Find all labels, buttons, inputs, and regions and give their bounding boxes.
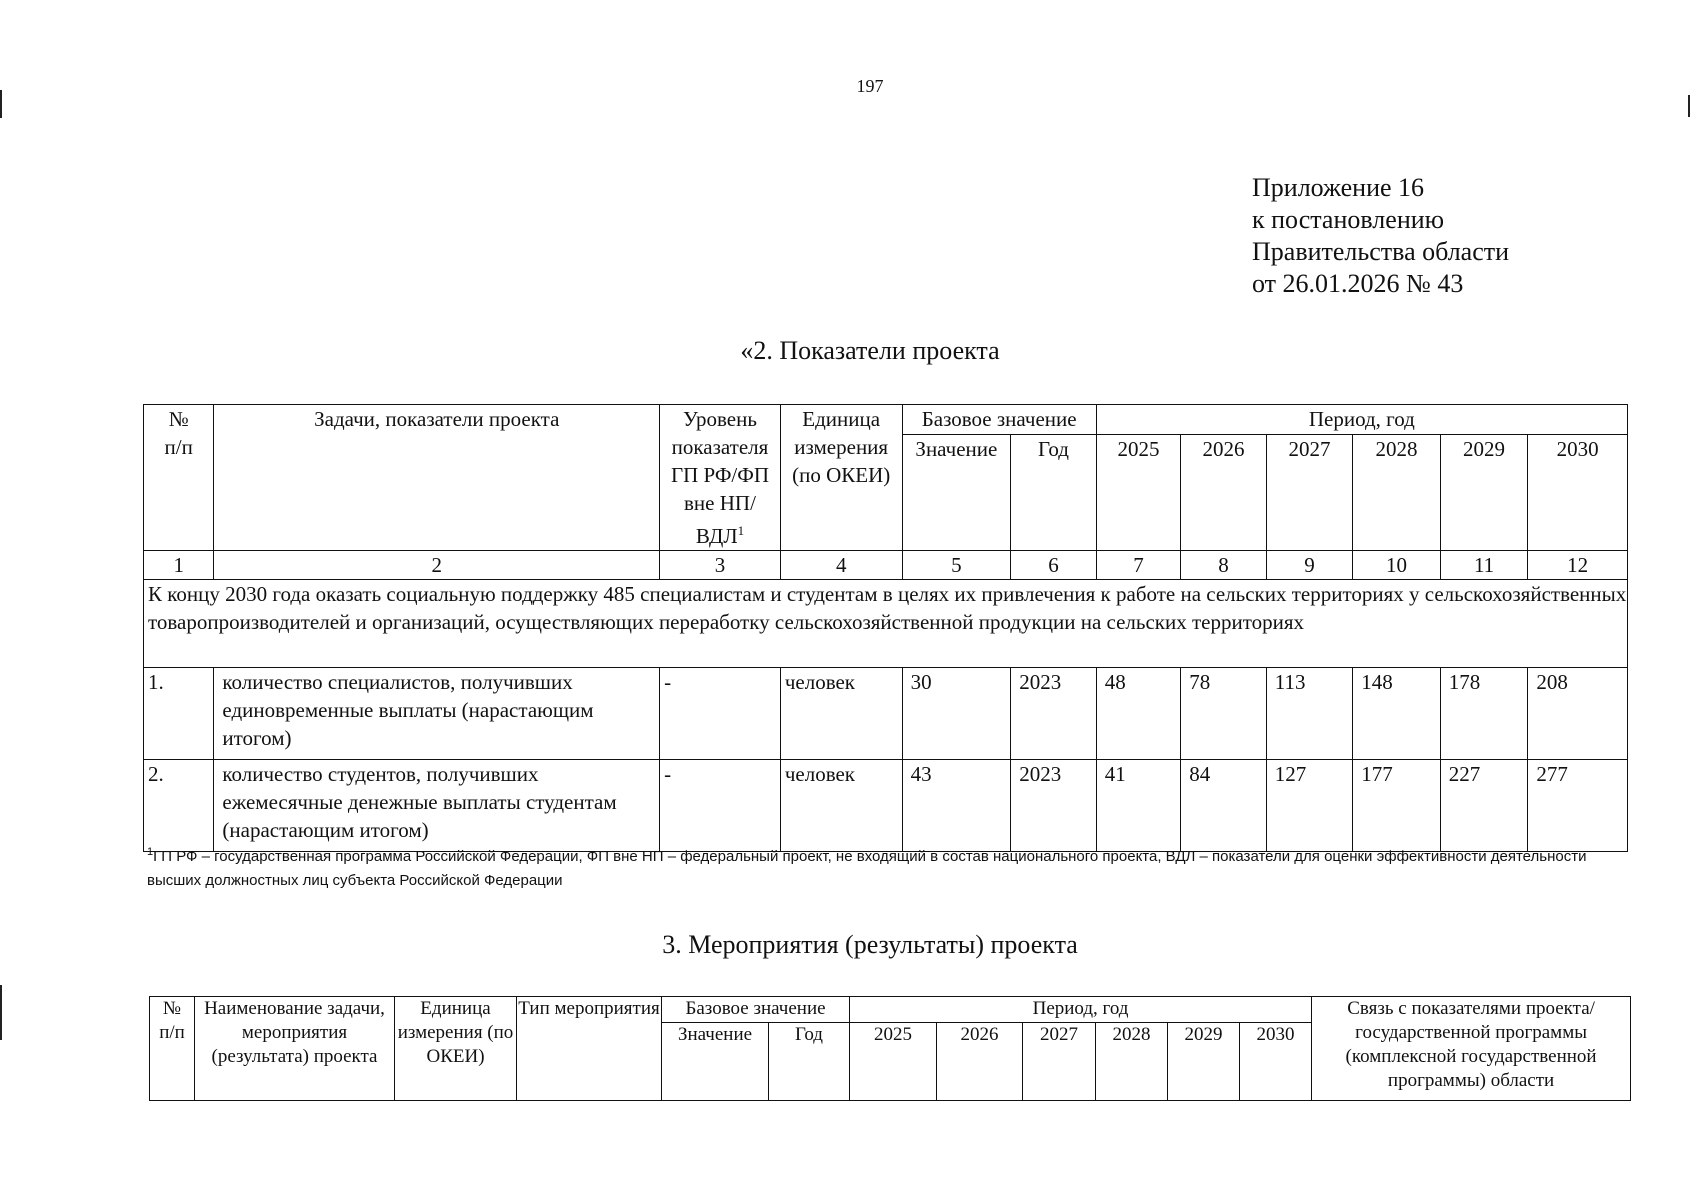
header-base-year: Год [769, 1023, 850, 1101]
appendix-line: Приложение 16 [1252, 173, 1425, 202]
footnote-text: ГП РФ – государственная программа Российской Федерации, ФП вне НП – федеральный проект, не входящий в состав национального проекта, ВДЛ – показатели для оценки эффективности деятельности высших должностных лиц субъекта Российской Федерации [147, 848, 1587, 889]
appendix-line: к постановлению [1252, 205, 1445, 234]
row-num: 1. [144, 668, 214, 760]
scan-edge-mark [1688, 95, 1690, 117]
appendix-line: Правительства области [1252, 237, 1510, 266]
footnote [147, 840, 1627, 893]
header-level [660, 405, 781, 551]
column-number: 12 [1528, 551, 1628, 580]
indicator-name: количество специалистов, получивших единовременные выплаты (нарастающим итогом) [214, 668, 660, 760]
year-value: 178 [1440, 668, 1528, 760]
page-number: 197 [856, 76, 884, 96]
header-activity-name: Наименование задачи, мероприятия (результата) проекта [195, 997, 395, 1101]
column-number: 8 [1181, 551, 1267, 580]
year-value: 78 [1181, 668, 1267, 760]
table-row [144, 668, 1628, 760]
task-row: К концу 2030 года оказать социальную поддержку 485 специалистам и студентам в целях их привлечения к работе на сельских территориях у сельскохозяйственных товаропроизводителей и организаций, осуществляющих переработку сельскохозяйственной продукции на сельских территориях [144, 580, 1628, 668]
base-year: 2023 [1011, 668, 1097, 760]
header-year: 2027 [1023, 1023, 1096, 1101]
header-unit: Единица измерения (по ОКЕИ) [395, 997, 517, 1101]
table-row [144, 760, 1628, 852]
year-value: 177 [1353, 760, 1441, 852]
header-activity-type: Тип мероприятия [517, 997, 662, 1101]
footnote-ref: 1 [737, 523, 745, 538]
header-year: 2029 [1168, 1023, 1240, 1101]
header-base: Базовое значение [662, 997, 850, 1023]
header-year: 2026 [1181, 435, 1267, 551]
row-num: 2. [144, 760, 214, 852]
header-link: Связь с показателями проекта/государственной программы (комплексной государственной программы) области [1312, 997, 1631, 1101]
indicator-name: количество студентов, получивших ежемесячные денежные выплаты студентам (нарастающим итогом) [214, 760, 660, 852]
year-value: 277 [1528, 760, 1628, 852]
column-number: 6 [1011, 551, 1097, 580]
activities-table [149, 996, 1631, 1101]
header-year: 2025 [1096, 435, 1181, 551]
year-value: 41 [1096, 760, 1181, 852]
year-value: 127 [1266, 760, 1353, 852]
header-year: 2029 [1440, 435, 1528, 551]
indicator-level: - [660, 760, 781, 852]
header-num: № п/п [150, 997, 195, 1101]
header-year: 2025 [850, 1023, 937, 1101]
base-value: 30 [902, 668, 1011, 760]
header-base-year: Год [1011, 435, 1097, 551]
year-value: 113 [1266, 668, 1353, 760]
header-base-value: Значение [662, 1023, 769, 1101]
year-value: 227 [1440, 760, 1528, 852]
section-3-title: 3. Мероприятия (результаты) проекта [662, 930, 1078, 959]
indicator-unit: человек [780, 668, 902, 760]
column-number: 4 [780, 551, 902, 580]
indicators-table [143, 404, 1628, 852]
column-number: 5 [902, 551, 1011, 580]
year-value: 208 [1528, 668, 1628, 760]
base-value: 43 [902, 760, 1011, 852]
column-number: 3 [660, 551, 781, 580]
year-value: 84 [1181, 760, 1267, 852]
appendix-reference [1252, 172, 1509, 300]
indicator-level: - [660, 668, 781, 760]
header-period: Период, год [850, 997, 1312, 1023]
header-year: 2026 [937, 1023, 1023, 1101]
header-num: № п/п [144, 405, 214, 551]
column-number: 10 [1353, 551, 1441, 580]
column-number: 2 [214, 551, 660, 580]
column-number: 9 [1266, 551, 1353, 580]
header-year: 2030 [1240, 1023, 1312, 1101]
header-tasks: Задачи, показатели проекта [214, 405, 660, 551]
scan-edge-mark [0, 985, 2, 1040]
header-year: 2028 [1353, 435, 1441, 551]
header-year: 2027 [1266, 435, 1353, 551]
column-number: 11 [1440, 551, 1528, 580]
header-base-value: Значение [902, 435, 1011, 551]
year-value: 48 [1096, 668, 1181, 760]
base-year: 2023 [1011, 760, 1097, 852]
indicator-unit: человек [780, 760, 902, 852]
column-number: 7 [1096, 551, 1181, 580]
header-year: 2030 [1528, 435, 1628, 551]
year-value: 148 [1353, 668, 1441, 760]
column-number: 1 [144, 551, 214, 580]
header-level-text: Уровень показателя ГП РФ/ФП вне НП/ ВДЛ [670, 407, 769, 548]
footnote-marker: 1 [147, 846, 154, 858]
section-2-title: «2. Показатели проекта [740, 336, 1000, 365]
appendix-line: от 26.01.2026 № 43 [1252, 269, 1464, 298]
header-unit: Единица измерения (по ОКЕИ) [780, 405, 902, 551]
header-year: 2028 [1096, 1023, 1168, 1101]
header-base: Базовое значение [902, 405, 1096, 435]
header-period: Период, год [1096, 405, 1627, 435]
